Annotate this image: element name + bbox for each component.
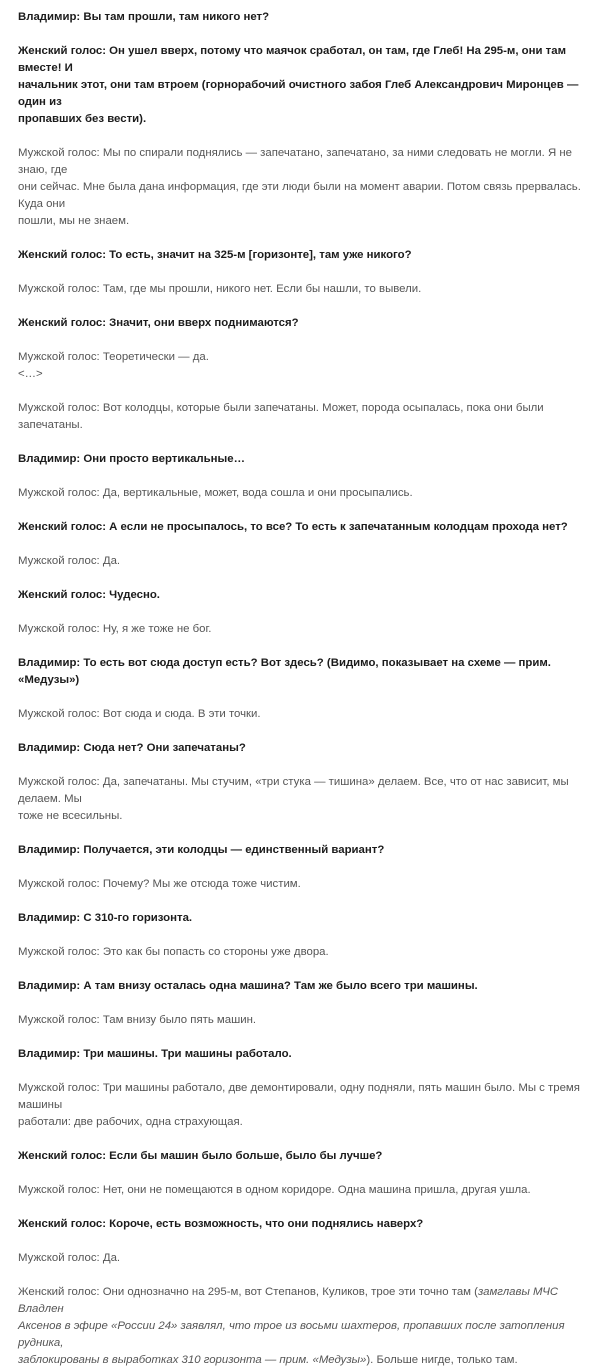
paragraph-line: Мужской голос: Ну, я же тоже не бог. (18, 623, 212, 635)
answer-paragraph (18, 553, 592, 570)
final-line-1-italic: замглавы МЧС Владлен (18, 1286, 559, 1315)
final-line-3 (18, 1352, 592, 1369)
paragraph-line: Женский голос: Короче, есть возможность, что они поднялись наверх? (18, 1218, 424, 1230)
answer-paragraph (18, 485, 592, 502)
paragraph-line: Женский голос: Значит, они вверх поднимаются? (18, 317, 299, 329)
question-paragraph (18, 842, 592, 859)
question-paragraph (18, 519, 592, 536)
paragraph-line: Мужской голос: Там, где мы прошли, никого нет. Если бы нашли, то вывели. (18, 283, 422, 295)
paragraph-line: они сейчас. Мне была дана информация, где эти люди были на момент аварии. Потом связь прервалась. Куда они (18, 181, 581, 210)
answer-paragraph (18, 400, 592, 434)
answer-paragraph (18, 774, 592, 825)
answer-paragraph (18, 621, 592, 638)
answer-paragraph (18, 1080, 592, 1131)
final-line-2-italic: Аксенов в эфире «России 24» заявлял, что трое из восьми шахтеров, пропавших после затопления рудника, (18, 1320, 565, 1349)
paragraph-line: Владимир: С 310-го горизонта. (18, 912, 193, 924)
answer-paragraph (18, 349, 592, 383)
paragraph-line: Владимир: Получается, эти колодцы — единственный вариант? (18, 844, 385, 856)
question-paragraph (18, 655, 592, 689)
paragraph-line: Мужской голос: Да, вертикальные, может, вода сошла и они просыпались. (18, 487, 413, 499)
answer-paragraph (18, 944, 592, 961)
paragraph-line: Женский голос: Чудесно. (18, 589, 160, 601)
paragraph-line: Женский голос: Он ушел вверх, потому что маячок сработал, он там, где Глеб! На 295-м, они там вместе! И (18, 45, 567, 74)
paragraph-line: Мужской голос: Вот колодцы, которые были запечатаны. Может, порода осыпалась, пока они были запечатаны. (18, 402, 544, 431)
paragraph-line: Мужской голос: Там внизу было пять машин. (18, 1014, 257, 1026)
question-paragraph (18, 587, 592, 604)
question-paragraph (18, 1216, 592, 1233)
paragraph-line: работали: две рабочих, одна страхующая. (18, 1116, 243, 1128)
question-paragraph (18, 740, 592, 757)
paragraph-line: Мужской голос: Нет, они не помещаются в одном коридоре. Одна машина пришла, другая ушла. (18, 1184, 531, 1196)
paragraph-line: Мужской голос: Почему? Мы же отсюда тоже чистим. (18, 878, 301, 890)
question-paragraph (18, 1046, 592, 1063)
question-paragraph (18, 43, 592, 128)
final-line-3-italic: заблокированы в выработках 310 горизонта — прим. «Медузы» (18, 1354, 367, 1366)
answer-paragraph (18, 1250, 592, 1267)
paragraph-line: <…> (18, 368, 43, 380)
question-paragraph (18, 451, 592, 468)
paragraph-line: Владимир: Вы там прошли, там никого нет? (18, 11, 270, 23)
paragraph-line: Мужской голос: Да, запечатаны. Мы стучим, «три стука — тишина» делаем. Все, что от нас зависит, мы делаем. Мы (18, 776, 569, 805)
question-paragraph (18, 978, 592, 995)
paragraph-line: Женский голос: То есть, значит на 325-м [горизонте], там уже никого? (18, 249, 412, 261)
paragraph-line: Мужской голос: Мы по спирали поднялись — запечатано, запечатано, за ними следовать не могли. Я не знаю, где (18, 147, 572, 176)
paragraph-line: Владимир: Они просто вертикальные… (18, 453, 245, 465)
paragraph-line: Владимир: А там внизу осталась одна машина? Там же было всего три машины. (18, 980, 478, 992)
paragraph-line: пропавших без вести). (18, 113, 147, 125)
answer-paragraph (18, 706, 592, 723)
final-line-1 (18, 1284, 592, 1318)
answer-paragraph (18, 1182, 592, 1199)
paragraph-line: Мужской голос: Три машины работало, две демонтировали, одну подняли, пять машин было. Мы с тремя машины (18, 1082, 580, 1111)
question-paragraph (18, 1148, 592, 1165)
paragraph-line: тоже не всесильны. (18, 810, 123, 822)
paragraph-line: Мужской голос: Это как бы попасть со стороны уже двора. (18, 946, 329, 958)
question-paragraph (18, 9, 592, 26)
paragraph-line: Владимир: Три машины. Три машины работало. (18, 1048, 292, 1060)
question-paragraph (18, 315, 592, 332)
paragraph-line: Женский голос: Если бы машин было больше, было бы лучше? (18, 1150, 383, 1162)
final-line-3-plain: ). Больше нигде, только там. (366, 1354, 518, 1366)
final-line-1-plain: Женский голос: Они однозначно на 295-м, вот Степанов, Куликов, трое эти точно там ( (18, 1286, 478, 1298)
answer-paragraph (18, 145, 592, 230)
paragraph-line: Мужской голос: Теоретически — да. (18, 351, 209, 363)
answer-paragraph (18, 1012, 592, 1029)
final-line-2 (18, 1318, 592, 1352)
paragraph-line: Мужской голос: Да. (18, 1252, 121, 1264)
paragraph-line: начальник этот, они там втроем (горнорабочий очистного забоя Глеб Александрович Миронцев — один из (18, 79, 579, 108)
question-paragraph (18, 247, 592, 264)
paragraph-line: Женский голос: А если не просыпалось, то все? То есть к запечатанным колодцам прохода нет? (18, 521, 568, 533)
paragraph-line: Мужской голос: Да. (18, 555, 121, 567)
question-paragraph (18, 910, 592, 927)
paragraph-line: Владимир: То есть вот сюда доступ есть? Вот здесь? (Видимо, показывает на схеме — прим. «Медузы») (18, 657, 551, 686)
answer-paragraph (18, 281, 592, 298)
answer-paragraph (18, 876, 592, 893)
final-paragraph (18, 1284, 592, 1369)
paragraph-line: Владимир: Сюда нет? Они запечатаны? (18, 742, 246, 754)
paragraph-line: пошли, мы не знаем. (18, 215, 130, 227)
paragraph-line: Мужской голос: Вот сюда и сюда. В эти точки. (18, 708, 261, 720)
